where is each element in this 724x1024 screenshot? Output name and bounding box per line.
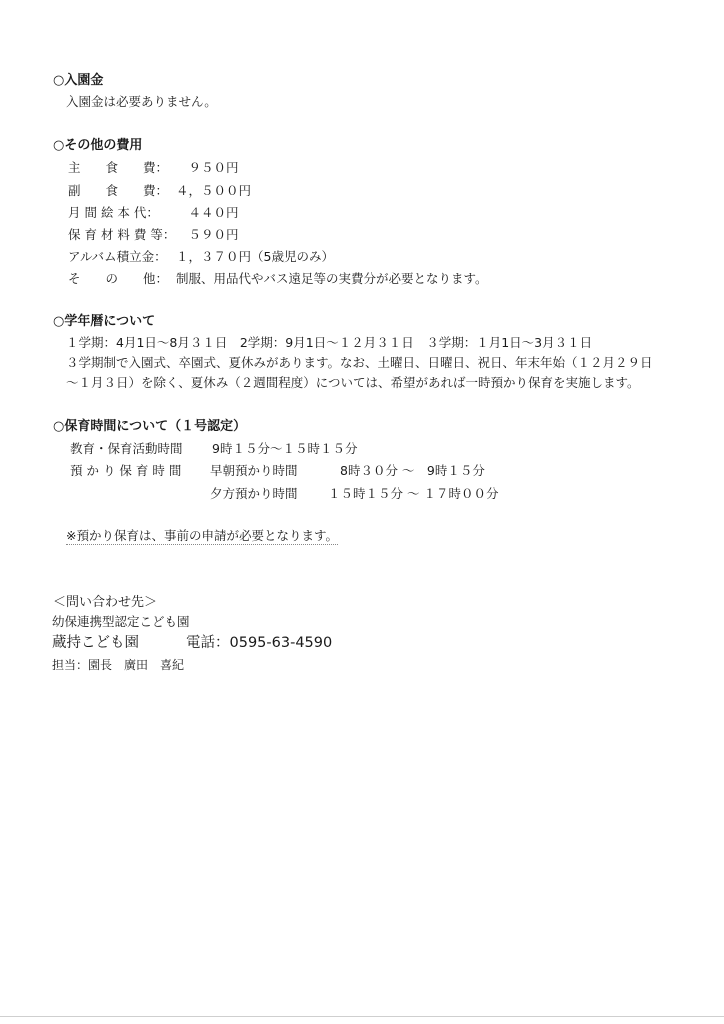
contact-phone: 電話：0595-63-4590 (186, 635, 333, 651)
school-calendar-desc-2: ～１月３日）を除く、夏休み（２週間程度）については、希望があれば一時預かり保育を実施します。 (66, 375, 640, 390)
cost-label-staple-food: 主 食 費： (68, 160, 169, 175)
contact-org-type: 幼保連携型認定こども園 (52, 614, 190, 629)
cost-value-picture-book: ４４０円 (176, 205, 239, 220)
school-calendar-desc-1: ３学期制で入園式、卒園式、夏休みがあります。なお、土曜日、日曜日、祝日、年末年始（１２月２９日 (66, 355, 653, 370)
cost-label-materials: 保 育 材 料 費 等： (68, 227, 176, 242)
cost-label-other: そ の 他： (68, 271, 169, 286)
edu-hours-value: 9時１５分～１５時１５分 (212, 441, 358, 456)
evening-care-label: 夕方預かり時間 (210, 486, 298, 501)
contact-name: 蔵持こども園 (52, 635, 139, 651)
contact-heading: ＜問い合わせ先＞ (53, 595, 158, 610)
cost-value-other: 制服、用品代やバス遠足等の実費分が必要となります。 (176, 271, 488, 286)
cost-value-side-food: ４，５００円 (176, 183, 252, 198)
evening-care-value: １５時１５分 ～ １７時００分 (328, 486, 499, 501)
cost-value-staple-food: ９５０円 (176, 160, 239, 175)
school-calendar-heading: ○学年暦について (53, 314, 156, 329)
care-note (66, 530, 338, 543)
cost-label-album: アルバム積立金： (68, 249, 167, 264)
care-hours-heading: ○保育時間について（１号認定） (53, 419, 247, 434)
cost-label-picture-book: 月 間 絵 本 代： (68, 205, 159, 220)
cost-value-materials: ５９０円 (176, 227, 239, 242)
contact-person: 担当：園長 廣田 喜紀 (52, 658, 185, 672)
care-note-text: ※預かり保育は、事前の申請が必要となります。 (66, 528, 338, 543)
page-bottom-edge (0, 1016, 724, 1017)
entrance-fee-heading: ○入園金 (53, 73, 104, 88)
school-calendar-terms: １学期：4月1日～8月３１日 2学期：9月1日～１２月３１日 ３学期：１月1日～3月３１日 (66, 335, 593, 350)
morning-care-value: 8時３０分 ～ 9時１５分 (340, 463, 485, 478)
edu-hours-label: 教育・保育活動時間 (70, 441, 183, 456)
other-costs-heading: ○その他の費用 (53, 138, 143, 153)
extended-care-label: 預 か り 保 育 時 間 (70, 463, 182, 478)
cost-value-album: １，３７０円（5歳児のみ） (176, 249, 334, 264)
morning-care-label: 早朝預かり時間 (210, 463, 298, 478)
entrance-fee-text: 入園金は必要ありません。 (66, 94, 217, 109)
cost-label-side-food: 副 食 費： (68, 183, 169, 198)
